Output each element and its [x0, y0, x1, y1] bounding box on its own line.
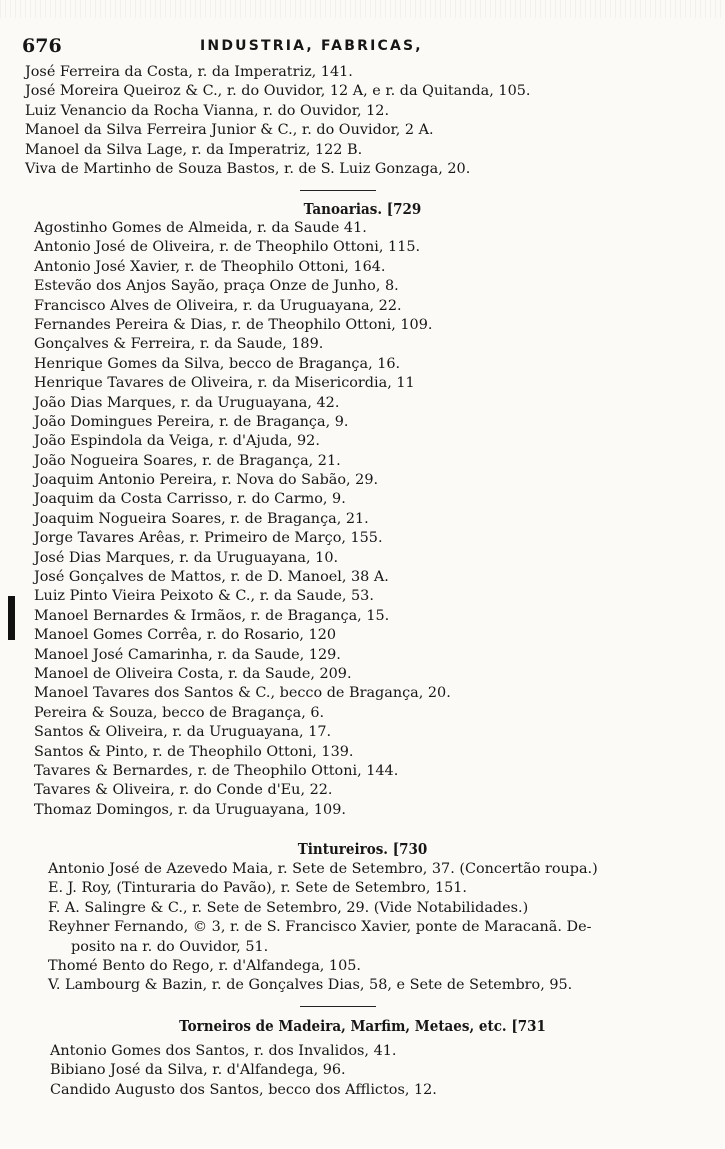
section-torneiros — [0, 1015, 725, 1037]
list-item: Manoel de Oliveira Costa, r. da Saude, 209. — [34, 665, 352, 682]
list-item: Viva de Martinho de Souza Bastos, r. de S. Luiz Gonzaga, 20. — [25, 160, 471, 177]
list-item: Henrique Gomes da Silva, becco de Bragança, 16. — [34, 355, 401, 372]
scan-noise — [0, 0, 725, 18]
list-item: Manoel da Silva Lage, r. da Imperatriz, 122 B. — [25, 141, 363, 158]
list-item: Manoel Tavares dos Santos & C., becco de Bragança, 20. — [34, 685, 451, 702]
list-item: Antonio José de Oliveira, r. de Theophilo Ottoni, 115. — [34, 239, 421, 256]
section-rule — [300, 1006, 376, 1007]
tanoarias-list — [0, 219, 725, 820]
list-item: Jorge Tavares Arêas, r. Primeiro de Março, 155. — [34, 530, 383, 547]
list-item: Francisco Alves de Oliveira, r. da Uruguayana, 22. — [34, 297, 402, 314]
section-title-tintureiros: Tintureiros. [730 — [297, 840, 428, 858]
list-item: Manoel Bernardes & Irmãos, r. de Bragança, 15. — [34, 607, 390, 624]
torneiros-list — [0, 1042, 725, 1100]
list-item: Reyhner Fernando, © 3, r. de S. Francisco Xavier, ponte de Maracanã. De- — [48, 919, 592, 936]
list-item: José Ferreira da Costa, r. da Imperatriz, 141. — [25, 64, 353, 80]
list-item: Santos & Pinto, r. de Theophilo Ottoni, 139. — [34, 743, 354, 760]
list-item: João Nogueira Soares, r. de Bragança, 21. — [34, 452, 341, 469]
list-item: Thomé Bento do Rego, r. d'Alfandega, 105. — [48, 957, 361, 974]
list-item: Henrique Tavares de Oliveira, r. da Misericordia, 11 — [34, 375, 415, 392]
list-item: Santos & Oliveira, r. da Uruguayana, 17. — [34, 724, 332, 741]
tintureiros-list — [0, 860, 725, 996]
list-item: Manoel da Silva Ferreira Junior & C., r. do Ouvidor, 2 A. — [25, 122, 434, 139]
section-title-tanoarias: Tanoarias. [729 — [303, 200, 422, 218]
list-item: Agostinho Gomes de Almeida, r. da Saude 41. — [34, 220, 367, 236]
list-item: João Domingues Pereira, r. de Bragança, 9. — [34, 413, 349, 430]
list-item: José Moreira Queiroz & C., r. do Ouvidor, 12 A, e r. da Quitanda, 105. — [25, 83, 531, 100]
list-item: E. J. Roy, (Tinturaria do Pavão), r. Sete de Setembro, 151. — [48, 880, 468, 897]
list-item: Manoel José Camarinha, r. da Saude, 129. — [34, 646, 341, 663]
list-item: Fernandes Pereira & Dias, r. de Theophilo Ottoni, 109. — [34, 316, 433, 333]
running-title: INDUSTRIA, FABRICAS, — [200, 38, 423, 54]
list-item: Gonçalves & Ferreira, r. da Saude, 189. — [34, 336, 324, 353]
list-item: José Dias Marques, r. da Uruguayana, 10. — [34, 549, 339, 566]
list-item: Antonio José Xavier, r. de Theophilo Ottoni, 164. — [34, 258, 386, 275]
list-item: Antonio Gomes dos Santos, r. dos Invalidos, 41. — [50, 1043, 397, 1059]
list-item: João Dias Marques, r. da Uruguayana, 42. — [34, 394, 340, 411]
list-item: Tavares & Bernardes, r. de Theophilo Ottoni, 144. — [34, 762, 399, 779]
section-rule — [300, 190, 376, 191]
list-item: Tavares & Oliveira, r. do Conde d'Eu, 22. — [34, 782, 333, 799]
list-item: Joaquim Nogueira Soares, r. de Bragança, 21. — [34, 510, 369, 527]
list-item: V. Lambourg & Bazin, r. de Gonçalves Dias, 58, e Sete de Setembro, 95. — [48, 977, 573, 994]
list-item: João Espindola da Veiga, r. d'Ajuda, 92. — [34, 433, 320, 450]
section-tanoarias — [0, 198, 725, 220]
list-item: Joaquim Antonio Pereira, r. Nova do Sabão, 29. — [34, 472, 379, 489]
list-item: F. A. Salingre & C., r. Sete de Setembro, 29. (Vide Notabilidades.) — [48, 899, 529, 916]
list-item: José Gonçalves de Mattos, r. de D. Manoel, 38 A. — [34, 569, 389, 586]
list-item: Thomaz Domingos, r. da Uruguayana, 109. — [34, 801, 346, 818]
list-item: Candido Augusto dos Santos, becco dos Afflictos, 12. — [50, 1081, 437, 1098]
page-number: 676 — [22, 35, 62, 57]
margin-ink-mark — [8, 596, 15, 640]
list-item-continuation: posito na r. do Ouvidor, 51. — [71, 938, 269, 955]
list-item: Bibiano José da Silva, r. d'Alfandega, 96. — [50, 1062, 346, 1079]
list-item: Estevão dos Anjos Sayão, praça Onze de Junho, 8. — [34, 278, 399, 295]
section-tintureiros — [0, 838, 725, 860]
list-item: Pereira & Souza, becco de Bragança, 6. — [34, 704, 325, 721]
page-header — [0, 35, 725, 59]
section-title-torneiros: Torneiros de Madeira, Marfim, Metaes, etc. [731 — [179, 1017, 546, 1035]
list-item: Joaquim da Costa Carrisso, r. do Carmo, 9. — [34, 491, 346, 508]
list-item: Antonio José de Azevedo Maia, r. Sete de Setembro, 37. (Concertão roupa.) — [48, 861, 598, 877]
list-item: Luiz Pinto Vieira Peixoto & C., r. da Saude, 53. — [34, 588, 374, 605]
top-entries — [0, 63, 725, 179]
list-item: Manoel Gomes Corrêa, r. do Rosario, 120 — [34, 627, 337, 644]
list-item: Luiz Venancio da Rocha Vianna, r. do Ouvidor, 12. — [25, 102, 390, 119]
